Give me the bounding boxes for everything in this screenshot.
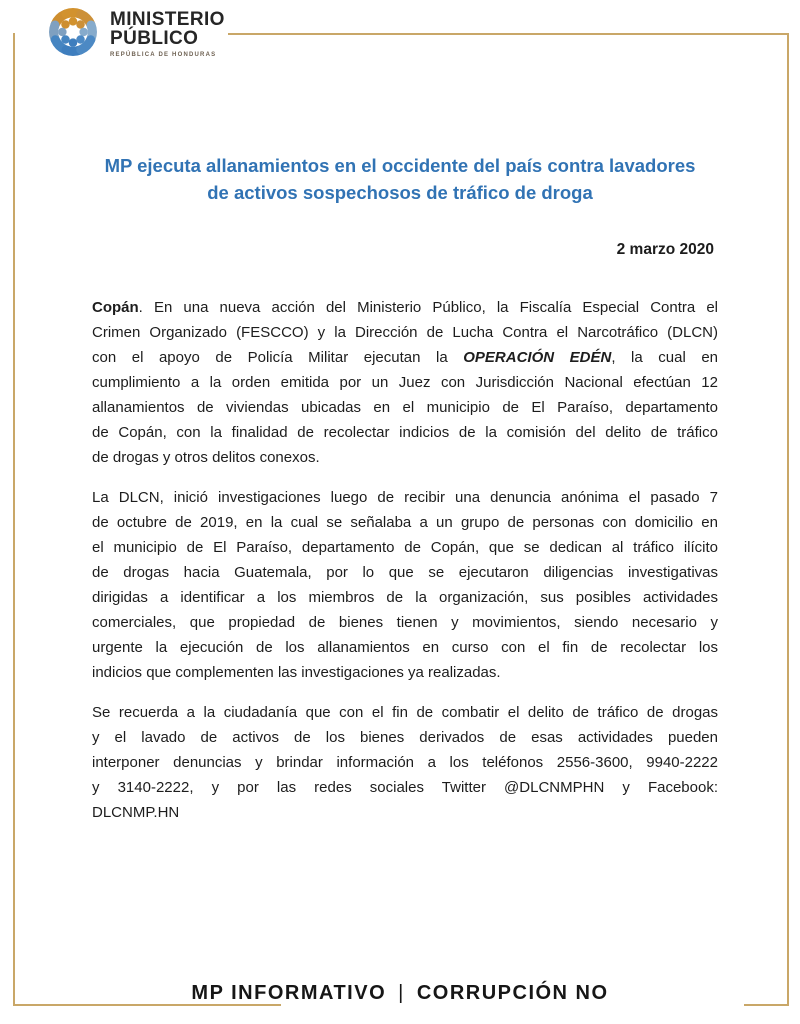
logo-text xyxy=(110,3,225,58)
body-line xyxy=(92,510,718,535)
text-segment: indicios que complementen las investigaciones ya realizadas. xyxy=(92,664,501,681)
body-line xyxy=(92,420,718,445)
body-line xyxy=(92,585,718,610)
text-segment: de drogas y otros delitos conexos. xyxy=(92,449,320,466)
body-line xyxy=(92,750,718,775)
person-head xyxy=(61,35,70,44)
ministry-logo xyxy=(44,3,225,61)
text-segment: Crimen Organizado (FESCCO) y la Dirección de Lucha Contra el Narcotráfico (DLCN) xyxy=(92,324,718,341)
page-border-right xyxy=(787,33,789,1006)
person-head xyxy=(79,28,88,37)
text-segment: DLCNMP.HN xyxy=(92,804,180,821)
page-border-top xyxy=(228,33,787,35)
text-segment: , la cual en xyxy=(611,349,719,366)
text-segment: La DLCN, inició investigaciones luego de recibir una denuncia anónima el pasado 7 xyxy=(92,489,718,506)
text-segment: . En una nueva acción del Ministerio Público, la Fiscalía Especial Contra el xyxy=(138,299,718,316)
text-segment: cumplimiento a la orden emitida por un Juez con Jurisdicción Nacional efectúan 12 xyxy=(92,374,718,391)
article-date: 2 marzo 2020 xyxy=(616,241,714,258)
article-title xyxy=(60,152,740,206)
article-body xyxy=(92,295,718,840)
text-segment: dirigidas a identificar a los miembros de la organización, sus posibles actividades xyxy=(92,589,718,606)
logo-name-line2: PÚBLICO xyxy=(110,28,199,49)
person-head xyxy=(61,20,70,29)
body-line xyxy=(92,320,718,345)
person-head xyxy=(76,35,85,44)
person-head xyxy=(69,17,78,26)
logo-subtitle: REPÚBLICA DE HONDURAS xyxy=(110,52,217,58)
text-segment: de Copán, con la finalidad de recolectar indicios de la comisión del delito de tráfico xyxy=(92,424,718,441)
title-line: de activos sospechosos de tráfico de droga xyxy=(207,182,593,203)
body-line xyxy=(92,700,718,725)
person-head xyxy=(76,20,85,29)
text-segment: urgente la ejecución de los allanamientos en curso con el fin de recolectar los xyxy=(92,639,718,656)
logo-name-line1: MINISTERIO xyxy=(110,9,225,30)
text-segment: de drogas hacia Guatemala, por lo que se ejecutaron diligencias investigativas xyxy=(92,564,718,581)
text-segment: comerciales, que propiedad de bienes tienen y movimientos, siendo necesario y xyxy=(92,614,718,631)
title-line: MP ejecuta allanamientos en el occidente del país contra lavadores xyxy=(104,155,696,176)
text-segment: Se recuerda a la ciudadanía que con el fin de combatir el delito de tráfico de drogas xyxy=(92,704,718,721)
body-line xyxy=(92,370,718,395)
footer-text-left: MP INFORMATIVO xyxy=(191,982,387,1004)
footer-text-right: CORRUPCIÓN NO xyxy=(416,982,609,1004)
body-line xyxy=(92,535,718,560)
body-line xyxy=(92,800,718,825)
body-line xyxy=(92,660,718,685)
body-line xyxy=(92,775,718,800)
body-line xyxy=(92,610,718,635)
text-segment: el municipio de El Paraíso, departamento de Copán, que se dedican al tráfico ilícito xyxy=(92,539,718,556)
body-paragraph xyxy=(92,700,718,825)
person-head xyxy=(69,38,78,47)
body-line xyxy=(92,395,718,420)
body-line xyxy=(92,635,718,660)
body-line xyxy=(92,560,718,585)
text-segment: interponer denuncias y brindar información a los teléfonos 2556-3600, 9940-2222 xyxy=(92,754,718,771)
person-head xyxy=(58,28,67,37)
text-segment: de octubre de 2019, en la cual se señalaba a un grupo de personas con domicilio en xyxy=(92,514,718,531)
text-segment: y 3140-2222, y por las redes sociales Twitter @DLCNMPHN y Facebook: xyxy=(92,779,718,796)
page-border-left xyxy=(13,33,15,1006)
text-segment: OPERACIÓN EDÉN xyxy=(463,349,612,366)
text-segment: allanamientos de viviendas ubicadas en el municipio de El Paraíso, departamento xyxy=(92,399,718,416)
body-line xyxy=(92,295,718,320)
people-circle-logo-icon xyxy=(44,3,102,61)
footer-banner xyxy=(0,982,800,1005)
text-segment: Copán xyxy=(92,299,139,316)
text-segment: con el apoyo de Policía Militar ejecutan la xyxy=(92,349,464,366)
body-line xyxy=(92,725,718,750)
body-line xyxy=(92,485,718,510)
body-paragraph xyxy=(92,485,718,685)
text-segment: y el lavado de activos de los bienes derivados de esas actividades pueden xyxy=(92,729,718,746)
body-line xyxy=(92,445,718,470)
body-line xyxy=(92,345,718,370)
footer-separator: | xyxy=(398,982,405,1004)
body-paragraph xyxy=(92,295,718,470)
